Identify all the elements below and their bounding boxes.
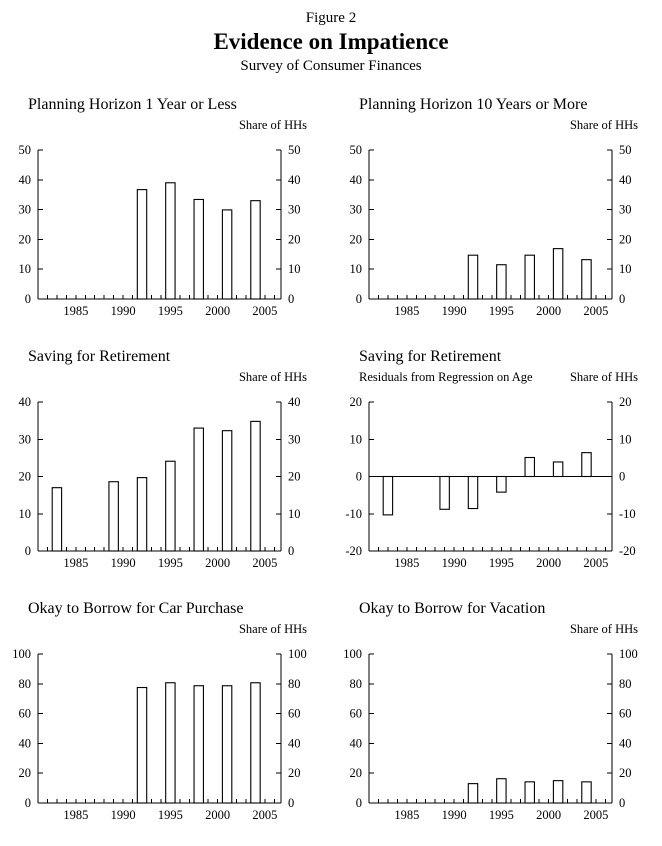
charts-grid bbox=[0, 92, 662, 846]
y-tick-label-right: 50 bbox=[288, 143, 301, 157]
y-tick-label-left: 20 bbox=[349, 395, 362, 409]
bar-1998 bbox=[525, 782, 534, 803]
chart-canvas-saving-retirement-residuals bbox=[331, 388, 662, 588]
y-tick-label-left: 0 bbox=[355, 469, 362, 484]
y-tick-label-right: 40 bbox=[619, 172, 632, 187]
chart-title: Saving for Retirement bbox=[359, 348, 502, 365]
chart-title: Okay to Borrow for Car Purchase bbox=[28, 600, 244, 617]
y-tick-label-right: 80 bbox=[288, 676, 301, 691]
chart-saving-retirement-residuals bbox=[331, 344, 662, 596]
x-tick-label: 1990 bbox=[441, 808, 467, 822]
bar-2004 bbox=[582, 260, 591, 299]
chart-title: Okay to Borrow for Vacation bbox=[359, 600, 546, 617]
y-tick-label-left: 10 bbox=[349, 432, 362, 447]
y-tick-label-left: 40 bbox=[18, 736, 31, 751]
bar-1998 bbox=[194, 428, 203, 551]
y-tick-label-left: 20 bbox=[18, 232, 31, 247]
chart-canvas-planning-horizon-1yr bbox=[0, 136, 331, 336]
y-tick-label-left: 50 bbox=[349, 143, 362, 157]
y-tick-label-right: 0 bbox=[288, 544, 295, 558]
y-tick-label-left: 20 bbox=[349, 766, 362, 781]
y-tick-label-right: 20 bbox=[619, 232, 632, 247]
x-tick-label: 2000 bbox=[205, 808, 231, 822]
y-tick-label-left: 50 bbox=[18, 143, 31, 157]
y-tick-label-right: 20 bbox=[288, 232, 301, 247]
y-tick-label-right: 60 bbox=[619, 706, 632, 721]
bar-1989 bbox=[109, 482, 118, 551]
bar-2004 bbox=[251, 201, 260, 299]
x-tick-label: 2000 bbox=[536, 808, 562, 822]
y-tick-label-right: 0 bbox=[619, 292, 626, 306]
y-tick-label-left: -10 bbox=[345, 506, 362, 521]
y-tick-label-left: 80 bbox=[18, 676, 31, 691]
x-tick-label: 1995 bbox=[157, 556, 183, 570]
y-tick-label-right: 100 bbox=[288, 647, 307, 661]
x-tick-label: 1995 bbox=[157, 304, 183, 318]
y-tick-label-left: 0 bbox=[24, 292, 31, 306]
x-tick-label: 1990 bbox=[110, 556, 136, 570]
bar-2004 bbox=[251, 421, 260, 551]
x-tick-label: 1985 bbox=[394, 808, 420, 822]
y-tick-label-left: 100 bbox=[12, 647, 31, 661]
unit-label: Share of HHs bbox=[569, 622, 638, 636]
y-tick-label-right: 30 bbox=[619, 202, 632, 217]
y-tick-label-left: 60 bbox=[18, 706, 31, 721]
chart-subtitle: Residuals from Regression on Age bbox=[359, 370, 533, 384]
y-tick-label-left: 0 bbox=[24, 544, 31, 558]
bar-1992 bbox=[137, 478, 146, 551]
figure-subtitle: Survey of Consumer Finances bbox=[240, 57, 422, 74]
bar-2001 bbox=[553, 249, 562, 299]
y-tick-label-right: 20 bbox=[619, 766, 632, 781]
x-tick-label: 2000 bbox=[205, 556, 231, 570]
y-tick-label-right: 20 bbox=[619, 395, 632, 409]
bar-2001 bbox=[553, 462, 562, 477]
y-tick-label-right: 60 bbox=[288, 706, 301, 721]
bar-2001 bbox=[222, 431, 231, 551]
bar-1989 bbox=[440, 477, 449, 510]
y-tick-label-left: 60 bbox=[349, 706, 362, 721]
x-tick-label: 1995 bbox=[488, 556, 514, 570]
bar-1995 bbox=[497, 477, 506, 493]
y-tick-label-left: 40 bbox=[18, 172, 31, 187]
x-tick-label: 1985 bbox=[394, 304, 420, 318]
y-tick-label-right: 40 bbox=[288, 736, 301, 751]
x-tick-label: 1985 bbox=[63, 808, 89, 822]
y-tick-label-right: 0 bbox=[619, 796, 626, 810]
y-tick-label-left: 10 bbox=[18, 262, 31, 277]
y-tick-label-left: 20 bbox=[18, 766, 31, 781]
y-tick-label-left: 40 bbox=[349, 736, 362, 751]
x-tick-label: 2000 bbox=[205, 304, 231, 318]
chart-borrow-car-purchase bbox=[0, 596, 331, 846]
y-tick-label-right: 40 bbox=[288, 395, 301, 409]
y-tick-label-right: 20 bbox=[288, 766, 301, 781]
bar-1995 bbox=[497, 265, 506, 299]
x-tick-label: 2005 bbox=[252, 808, 278, 822]
y-tick-label-left: -20 bbox=[345, 544, 362, 558]
y-tick-label-right: 20 bbox=[288, 469, 301, 484]
unit-label: Share of HHs bbox=[569, 370, 638, 384]
x-tick-label: 1990 bbox=[110, 304, 136, 318]
y-tick-label-left: 100 bbox=[343, 647, 362, 661]
chart-title: Saving for Retirement bbox=[28, 348, 171, 365]
unit-label: Share of HHs bbox=[569, 118, 638, 132]
unit-label: Share of HHs bbox=[238, 118, 307, 132]
y-tick-label-left: 30 bbox=[18, 432, 31, 447]
y-tick-label-left: 20 bbox=[18, 469, 31, 484]
chart-saving-retirement bbox=[0, 344, 331, 596]
bar-1995 bbox=[166, 683, 175, 803]
bar-1995 bbox=[166, 461, 175, 551]
x-tick-label: 1985 bbox=[63, 556, 89, 570]
bar-1992 bbox=[468, 477, 477, 509]
unit-label: Share of HHs bbox=[238, 622, 307, 636]
bar-2001 bbox=[222, 210, 231, 299]
y-tick-label-right: 10 bbox=[619, 432, 632, 447]
y-tick-label-left: 0 bbox=[355, 292, 362, 306]
x-tick-label: 2000 bbox=[536, 304, 562, 318]
bar-1992 bbox=[137, 190, 146, 299]
x-tick-label: 2005 bbox=[583, 304, 609, 318]
bar-1983 bbox=[383, 477, 392, 515]
bar-1995 bbox=[497, 779, 506, 803]
figure-label: Figure 2 bbox=[305, 10, 357, 26]
chart-canvas-borrow-car-purchase bbox=[0, 640, 331, 840]
bar-1998 bbox=[194, 199, 203, 299]
x-tick-label: 2000 bbox=[536, 556, 562, 570]
bar-1998 bbox=[525, 255, 534, 299]
chart-title: Planning Horizon 1 Year or Less bbox=[28, 96, 237, 113]
y-tick-label-right: 10 bbox=[288, 262, 301, 277]
bar-1992 bbox=[468, 255, 477, 299]
y-tick-label-right: 80 bbox=[619, 676, 632, 691]
y-tick-label-left: 0 bbox=[24, 796, 31, 810]
y-tick-label-left: 40 bbox=[18, 395, 31, 409]
x-tick-label: 1990 bbox=[110, 808, 136, 822]
chart-planning-horizon-1yr bbox=[0, 92, 331, 344]
y-tick-label-right: -20 bbox=[619, 544, 636, 558]
y-tick-label-right: 50 bbox=[619, 143, 632, 157]
chart-canvas-borrow-vacation bbox=[331, 640, 662, 840]
chart-planning-horizon-10yr bbox=[331, 92, 662, 344]
y-tick-label-right: 30 bbox=[288, 202, 301, 217]
chart-canvas-saving-retirement bbox=[0, 388, 331, 588]
chart-borrow-vacation bbox=[331, 596, 662, 846]
x-tick-label: 2005 bbox=[252, 304, 278, 318]
y-tick-label-right: 40 bbox=[288, 172, 301, 187]
bar-1992 bbox=[137, 688, 146, 803]
x-tick-label: 1990 bbox=[441, 556, 467, 570]
x-tick-label: 1995 bbox=[488, 304, 514, 318]
y-tick-label-left: 20 bbox=[349, 232, 362, 247]
x-tick-label: 2005 bbox=[583, 808, 609, 822]
y-tick-label-left: 10 bbox=[18, 506, 31, 521]
y-tick-label-right: 30 bbox=[288, 432, 301, 447]
bar-2004 bbox=[582, 782, 591, 803]
y-tick-label-left: 0 bbox=[355, 796, 362, 810]
unit-label: Share of HHs bbox=[238, 370, 307, 384]
bar-2004 bbox=[582, 453, 591, 477]
y-tick-label-right: 10 bbox=[619, 262, 632, 277]
bar-2001 bbox=[222, 686, 231, 803]
figure-title: Evidence on Impatience bbox=[213, 28, 449, 54]
x-tick-label: 2005 bbox=[583, 556, 609, 570]
x-tick-label: 1985 bbox=[394, 556, 420, 570]
bar-2004 bbox=[251, 683, 260, 803]
y-tick-label-left: 80 bbox=[349, 676, 362, 691]
x-tick-label: 1995 bbox=[488, 808, 514, 822]
y-tick-label-right: 40 bbox=[619, 736, 632, 751]
y-tick-label-right: 100 bbox=[619, 647, 638, 661]
y-tick-label-right: -10 bbox=[619, 506, 636, 521]
x-tick-label: 2005 bbox=[252, 556, 278, 570]
x-tick-label: 1985 bbox=[63, 304, 89, 318]
chart-canvas-planning-horizon-10yr bbox=[331, 136, 662, 336]
y-tick-label-left: 30 bbox=[18, 202, 31, 217]
y-tick-label-right: 0 bbox=[288, 796, 295, 810]
bar-1998 bbox=[525, 458, 534, 477]
y-tick-label-left: 40 bbox=[349, 172, 362, 187]
bar-1983 bbox=[52, 488, 61, 551]
x-tick-label: 1990 bbox=[441, 304, 467, 318]
y-tick-label-left: 30 bbox=[349, 202, 362, 217]
y-tick-label-right: 0 bbox=[619, 469, 626, 484]
y-tick-label-right: 10 bbox=[288, 506, 301, 521]
y-tick-label-right: 0 bbox=[288, 292, 295, 306]
x-tick-label: 1995 bbox=[157, 808, 183, 822]
bar-1995 bbox=[166, 183, 175, 299]
bar-1998 bbox=[194, 686, 203, 803]
bar-2001 bbox=[553, 781, 562, 803]
y-tick-label-left: 10 bbox=[349, 262, 362, 277]
chart-title: Planning Horizon 10 Years or More bbox=[359, 96, 588, 113]
bar-1992 bbox=[468, 784, 477, 803]
figure-header bbox=[0, 0, 662, 75]
